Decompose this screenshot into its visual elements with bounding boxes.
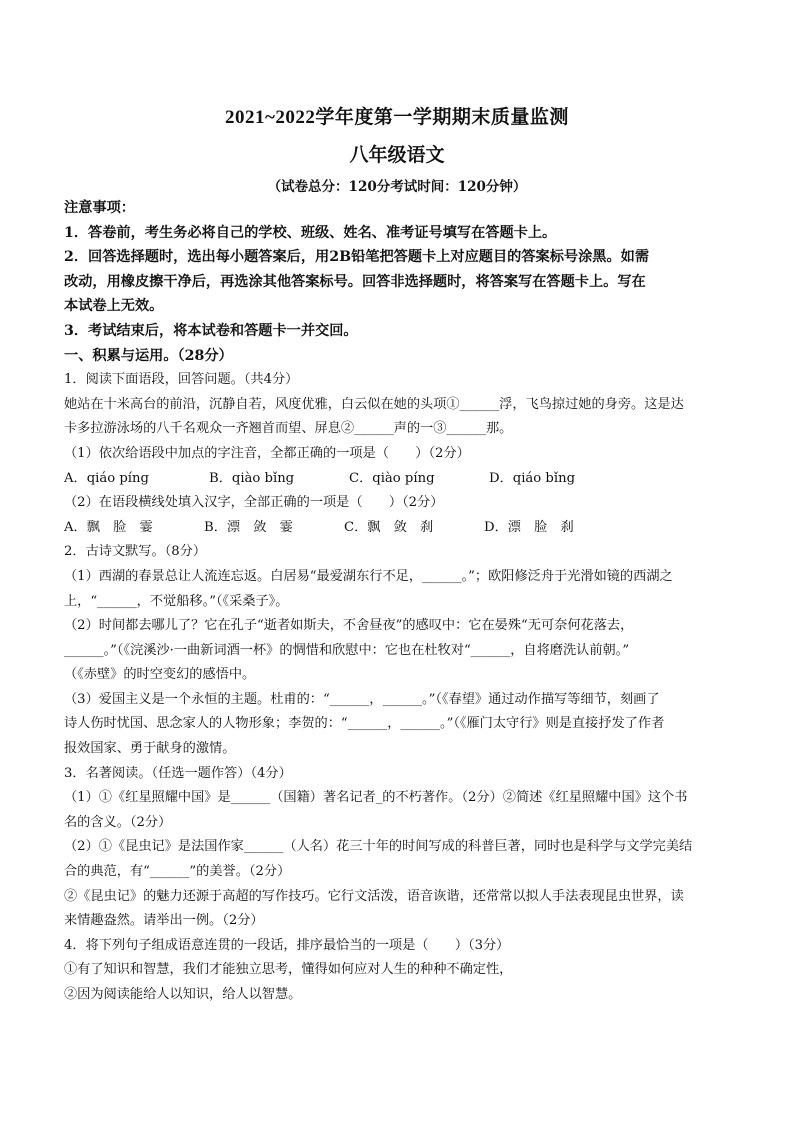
q2-line6: （3）爱国主义是一个永恒的主题。杜甫的：“______，______。”（《春望》通过动作描写等细节，刻画了: [64, 691, 660, 707]
note-2-line2: 改动，用橡皮擦干净后，再选涂其他答案标号。回答非选择题时，将答案写在答题卡上。写在: [64, 273, 646, 290]
q2-line3: （2）时间都去哪儿了？它在孔子“逝者如斯夫，不舍昼夜”的感叹中：它在晏殊“无可奈何花落去，: [64, 618, 634, 634]
q1-passage-line2: 卡多拉游泳场的八千名观众一齐翘首而望、屏息②______声的一③______那。: [64, 421, 513, 437]
q2-stem: 2．古诗文默写。（8分）: [64, 544, 207, 560]
q2-line2: 上，“______，不觉船移。”（《采桑子》。: [64, 593, 289, 609]
note-3: 3．考试结束后，将本试卷和答题卡一并交回。: [64, 322, 358, 339]
notes-heading: 注意事项：: [64, 200, 135, 216]
option-a[interactable]: A．飘 脸 霎: [64, 519, 153, 535]
q2-line5: （《赤壁》的时空变幻的感悟中。: [64, 667, 256, 683]
q3-line6: 来情趣盎然。请举出一例。（2分）: [64, 913, 264, 929]
q2-line1: （1）西湖的春景总让人流连忘返。白居易“最爱湖东行不足，______。”；欧阳修泛舟于光滑如镜的西湖之: [64, 568, 673, 584]
q3-line3: （2）①《昆虫记》是法国作家______（人名）花三十年的时间写成的科普巨著，同时也是科学与文学完美结: [64, 839, 693, 855]
section-heading: 一、积累与运用。（28分）: [64, 347, 233, 364]
q3-stem: 3．名著阅读。（任选一题作答）（4分）: [64, 765, 292, 781]
q4-sentence2: ②因为阅读能给人以知识，给人以智慧。: [64, 987, 302, 1002]
option-b[interactable]: B．漂 敛 霎: [204, 519, 293, 535]
option-a[interactable]: A．qiáo píng: [64, 470, 149, 486]
q3-line2: 名的含义。（2分）: [64, 814, 172, 830]
q1-sub1-options: [64, 467, 732, 492]
q4-stem: 4．将下列句子组成语意连贯的一段话，排序最恰当的一项是（ ）（3分）: [64, 937, 510, 953]
q2-line4: ______。”（《浣溪沙·一曲新词酒一杯》的惆惜和欣慰中：它也在杜牧对“______，自将磨洗认前朝。”: [64, 642, 630, 658]
q1-sub1: （1）依次给语段中加点的字注音，全都正确的一项是（ ）（2分）: [64, 445, 470, 461]
q1-sub2: （2）在语段横线处填入汉字，全部正确的一项是（ ）（2分）: [64, 495, 444, 511]
option-c[interactable]: C．飘 敛 刹: [344, 519, 434, 535]
q3-line5: ②《昆虫记》的魅力还源于高超的写作技巧。它行文活泼，语音诙谐，还常常以拟人手法表现昆虫世界，读: [64, 888, 684, 904]
q1-sub2-options: [64, 516, 732, 541]
q2-line8: 报效国家、勇于献身的激情。: [64, 741, 236, 757]
option-d[interactable]: D．qiáo bǐng: [489, 470, 576, 486]
exam-subject: 八年级语文: [349, 144, 445, 166]
exam-body: [64, 196, 732, 1008]
option-c[interactable]: C．qiào píng: [349, 470, 435, 486]
option-d[interactable]: D．漂 脸 刹: [484, 519, 574, 535]
note-2-line3: 本试卷上无效。: [64, 298, 164, 315]
q3-line1: （1）①《红星照耀中国》是______（国籍）著名记者_的不朽著作。（2分）②简述《红星照耀中国》这个书: [64, 790, 688, 806]
note-2-line1: 2．回答选择题时，选出每小题答案后，用2B铅笔把答题卡上对应题目的答案标号涂黑。如需: [64, 249, 650, 266]
q1-passage-line1: 她站在十米高台的前沿，沉静自若，风度优雅，白云似在她的头项①______浮，飞鸟掠过她的身旁。这是达: [64, 396, 684, 412]
note-1: 1．答卷前，考生务必将自己的学校、班级、姓名、准考证号填写在答题卡上。: [64, 224, 557, 241]
exam-title: 2021~2022学年度第一学期期末质量监测: [225, 107, 569, 128]
q3-line4: 合的典范，有“______”的美誉。（2分）: [64, 864, 291, 880]
q4-sentence1: ①有了知识和智慧，我们才能独立思考，懂得如何应对人生的种种不确定性，: [64, 962, 513, 978]
option-b[interactable]: B．qiào bǐng: [209, 470, 295, 486]
q2-line7: 诗人伤时忧国、思念家人的人物形象；李贺的：“______，______。”（《雁门太守行》则是直接抒发了作者: [64, 716, 665, 732]
q1-stem: 1．阅读下面语段，回答问题。（共4分）: [64, 372, 299, 388]
exam-info: （试卷总分：120分考试时间：120分钟）: [267, 179, 527, 195]
